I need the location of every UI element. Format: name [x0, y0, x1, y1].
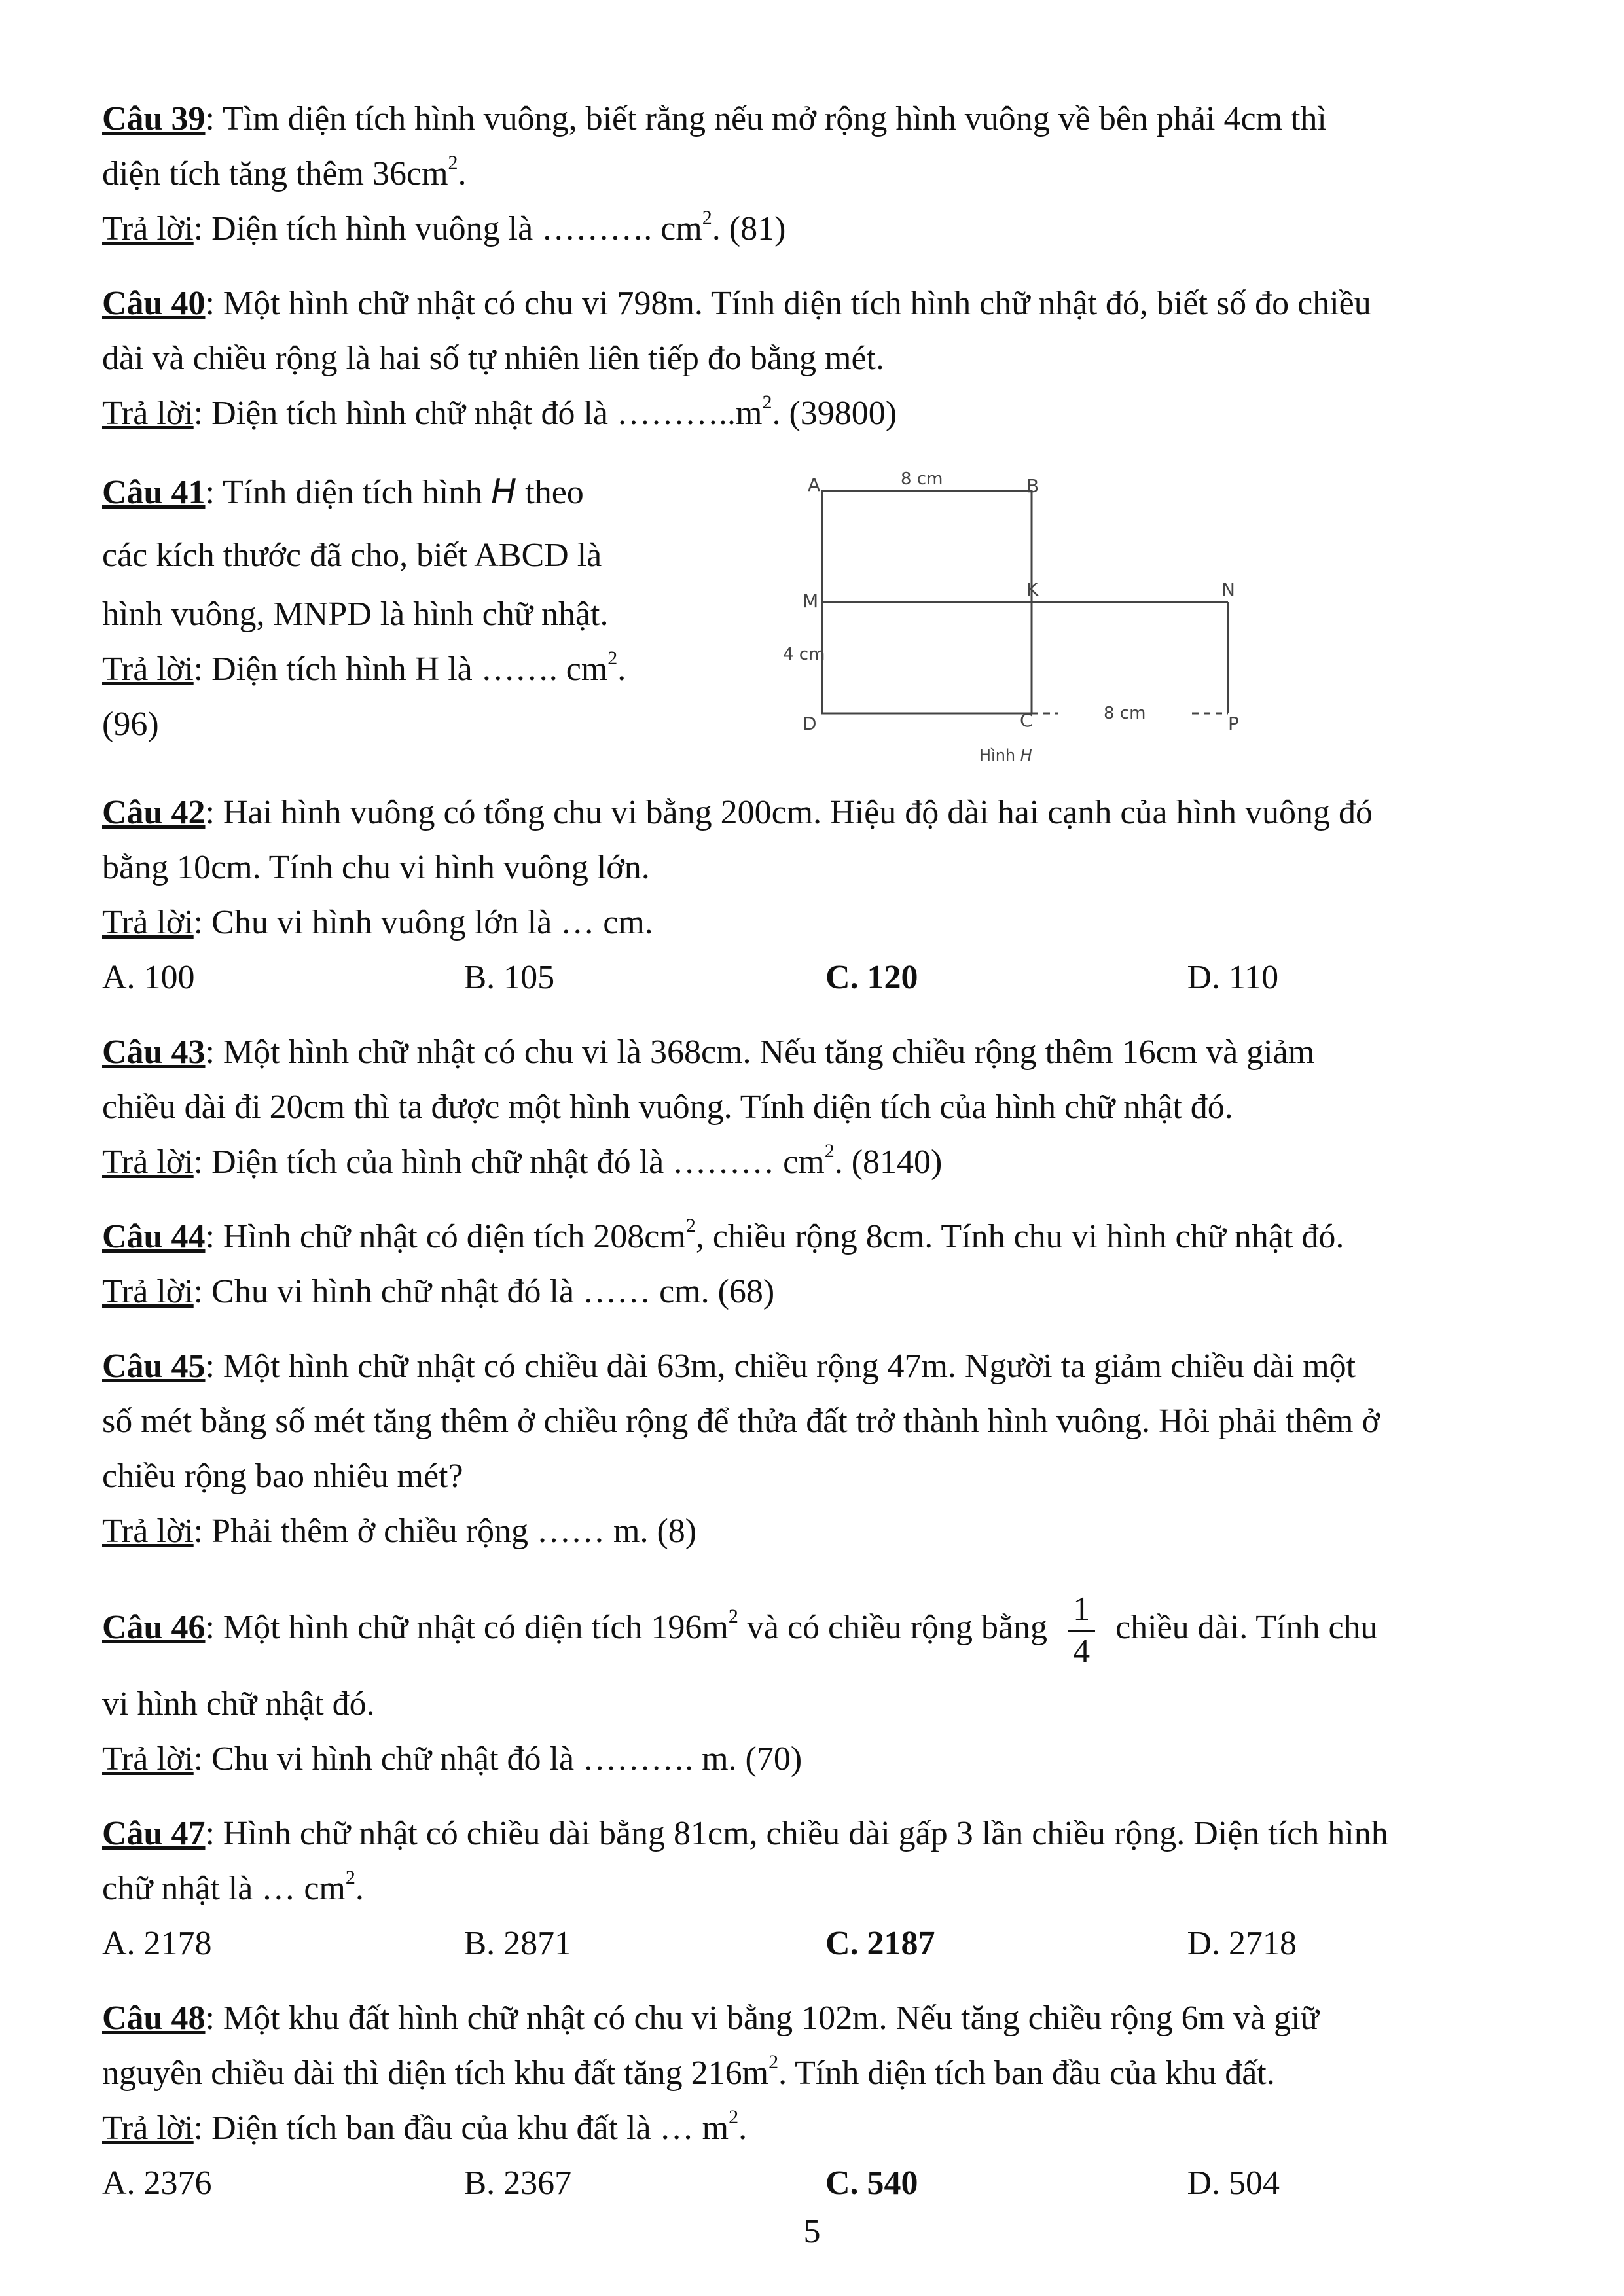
label-b: B	[1026, 475, 1039, 497]
figure-h-diagram	[783, 465, 1261, 766]
label-n: N	[1221, 579, 1235, 600]
document-page	[102, 92, 1549, 2211]
option-c: C. 540	[825, 2164, 918, 2202]
question-42: Câu 42: Hai hình vuông có tổng chu vi bằng 200cm. Hiệu độ dài hai cạnh của hình vuông đó bằng 10cm. Tính chu vi hình vuông lớn. Trả lời: Chu vi hình vuông lớn là … cm. A. 100 B. 105 C. 120 D. 110	[102, 785, 1549, 1005]
option-b: B. 2871	[463, 1925, 572, 1962]
figure-h	[783, 465, 1261, 766]
question-label: Câu 46	[102, 1609, 206, 1646]
answer-line: Trả lời: Diện tích ban đầu của khu đất là … $m^2$.	[102, 2106, 748, 2147]
page-number: 5	[803, 2213, 821, 2250]
question-label: Câu 39	[102, 100, 206, 137]
label-d: D	[803, 713, 817, 734]
question-43: Câu 43: Một hình chữ nhật có chu vi là 368cm. Nếu tăng chiều rộng thêm 16cm và giảm chiều dài đi 20cm thì ta được một hình vuông. Tính diện tích của hình chữ nhật đó. Trả lời: Diện tích của hình chữ nhật đó là ……… $cm^2$. (8140)	[102, 1025, 1549, 1190]
option-b: B. 2367	[463, 2164, 572, 2202]
question-47: Câu 47: Hình chữ nhật có chiều dài bằng 81cm, chiều dài gấp 3 lần chiều rộng. Diện tích hình chữ nhật là … $cm^2$. A. 2178 B. 2871 C. 2187 D. 2718	[102, 1806, 1549, 1971]
question-45: Câu 45: Một hình chữ nhật có chiều dài 63m, chiều rộng 47m. Người ta giảm chiều dài một số mét bằng số mét tăng thêm ở chiều rộng để thửa đất trở thành hình vuông. Hỏi phải thêm ở chiều rộng bao nhiêu mét? Trả lời: Phải thêm ở chiều rộng …… m. (8)	[102, 1339, 1549, 1559]
question-39: Câu 39: Tìm diện tích hình vuông, biết rằng nếu mở rộng hình vuông về bên phải 4cm thì diện tích tăng thêm $36cm^2$. Trả lời: Diện tích hình vuông là ………. $cm^2$. (81)	[102, 92, 1549, 257]
answer-line: Trả lời: Chu vi hình vuông lớn là … cm.	[102, 904, 653, 941]
question-label: Câu 44	[102, 1218, 206, 1255]
fraction-one-quarter: $\frac{1}{4}$	[1068, 1589, 1095, 1672]
answer-line: Trả lời: Diện tích của hình chữ nhật đó là ……… $cm^2$. (8140)	[102, 1140, 943, 1181]
question-label: Câu 42	[102, 794, 206, 831]
answer-line: Trả lời: Chu vi hình chữ nhật đó là …… cm. (68)	[102, 1273, 775, 1310]
label-k: K	[1026, 579, 1039, 600]
question-label: Câu 47	[102, 1815, 206, 1852]
option-d: D. 504	[1187, 2164, 1280, 2202]
question-label: Câu 43	[102, 1033, 206, 1071]
option-d: D. 2718	[1187, 1925, 1297, 1962]
option-a: A. 100	[102, 959, 195, 996]
option-c: C. 120	[825, 959, 918, 996]
option-c: C. 2187	[825, 1925, 935, 1962]
answer-line: Trả lời: Diện tích hình chữ nhật đó là $\dots\dots\dots..m^2$. (39800)	[102, 391, 897, 432]
label-c: C	[1020, 709, 1033, 731]
answer-line: Trả lời: Diện tích hình vuông là ………. $cm^2$. (81)	[102, 207, 786, 247]
answer-line: Trả lời: Diện tích hình H là ……. $cm^2$.	[102, 647, 626, 688]
question-label: Câu 40	[102, 285, 206, 322]
question-46: Câu 46: Một hình chữ nhật có diện tích $196m^2$ và có chiều rộng bằng $\frac{1}{4}$ chiều dài. Tính chu vi hình chữ nhật đó. Trả lời: Chu vi hình chữ nhật đó là ………. m. (70)	[102, 1579, 1549, 1787]
figure-caption: Hình H	[979, 746, 1032, 764]
option-b: B. 105	[463, 959, 555, 996]
question-label: Câu 41	[102, 474, 206, 511]
label-a: A	[808, 474, 821, 495]
question-label: Câu 45	[102, 1348, 206, 1385]
question-44: Câu 44: Hình chữ nhật có diện tích $208cm^2$, chiều rộng 8cm. Tính chu vi hình chữ nhật đó. Trả lời: Chu vi hình chữ nhật đó là …… cm. (68)	[102, 1210, 1549, 1319]
label-p: P	[1228, 713, 1239, 734]
options-row	[102, 950, 1549, 1005]
dim-top: 8 cm	[901, 469, 943, 489]
answer-line: Trả lời: Phải thêm ở chiều rộng …… m. (8)	[102, 1513, 697, 1550]
dim-left: 4 cm	[783, 645, 825, 664]
question-label: Câu 48	[102, 2000, 206, 2037]
label-m: M	[803, 590, 819, 612]
question-48: Câu 48: Một khu đất hình chữ nhật có chu vi bằng 102m. Nếu tăng chiều rộng 6m và giữ nguyên chiều dài thì diện tích khu đất tăng $216m^2$. Tính diện tích ban đầu của khu đất. Trả lời: Diện tích ban đầu của khu đất là … $m^2$. A. 2376 B. 2367 C. 540 D. 504	[102, 1991, 1549, 2211]
option-a: A. 2178	[102, 1925, 212, 1962]
option-a: A. 2376	[102, 2164, 212, 2202]
options-row	[102, 2156, 1549, 2211]
question-40: Câu 40: Một hình chữ nhật có chu vi 798m. Tính diện tích hình chữ nhật đó, biết số đo chiều dài và chiều rộng là hai số tự nhiên liên tiếp đo bằng mét. Trả lời: Diện tích hình chữ nhật đó là $\dots\dots\dots..m^2$. (39800)	[102, 276, 1549, 441]
dim-bottom: 8 cm	[1104, 704, 1146, 723]
question-41: Câu 41: Tính diện tích hình H theo các kích thước đã cho, biết ABCD là hình vuông, MNPD là hình chữ nhật. Trả lời: Diện tích hình H là ……. $cm^2$. (96) A B M K N D C P 8 cm 4 cm 8 cm Hình H	[102, 461, 1549, 766]
options-row	[102, 1916, 1549, 1971]
answer-line: Trả lời: Chu vi hình chữ nhật đó là ………. m. (70)	[102, 1740, 803, 1778]
option-d: D. 110	[1187, 959, 1279, 996]
